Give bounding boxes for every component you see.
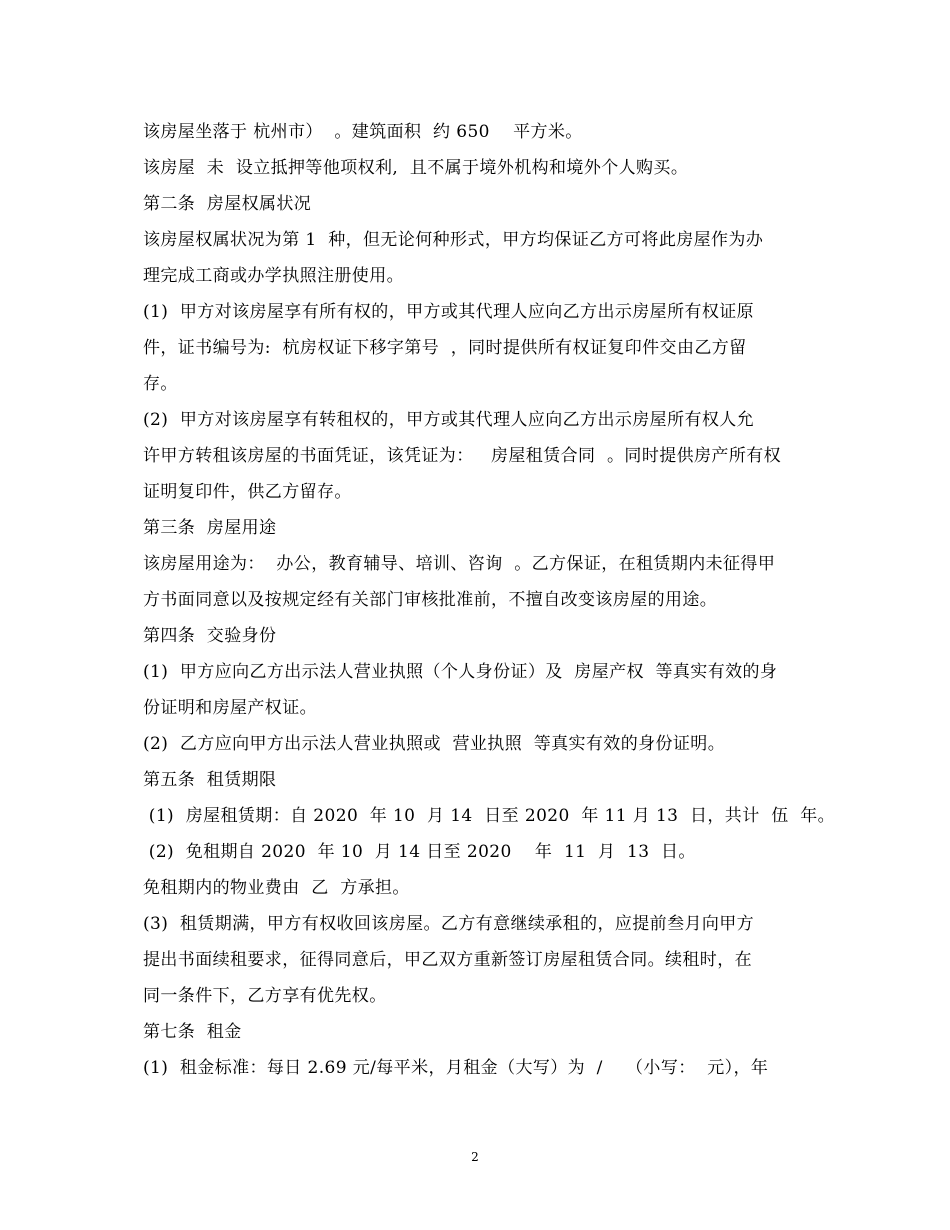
section-heading: 第五条 租赁期限 — [143, 770, 277, 790]
page-number: 2 — [471, 1150, 479, 1164]
text-line: (2) 免租期自 2020 年 10 月 14 日至 2020 年 11 月 13 日。 — [143, 842, 696, 862]
text-line: (1) 房屋租赁期：自 2020 年 10 月 14 日至 2020 年 11 月 13 日，共计 伍 年。 — [143, 806, 836, 826]
text-line: 份证明和房屋产权证。 — [143, 698, 317, 718]
text-line: 方书面同意以及按规定经有关部门审核批准前，不擅自改变该房屋的用途。 — [143, 590, 718, 610]
text-line: 存。 — [143, 374, 178, 394]
text-line: (1) 甲方应向乙方出示法人营业执照（个人身份证）及 房屋产权 等真实有效的身 — [143, 662, 778, 682]
text-line: 许甲方转租该房屋的书面凭证，该凭证为： 房屋租赁合同 。同时提供房产所有权 — [143, 446, 782, 466]
text-line: 该房屋权属状况为第 1 种，但无论何种形式，甲方均保证乙方可将此房屋作为办 — [143, 230, 764, 250]
text-line: 该房屋 未 设立抵押等他项权利, 且不属于境外机构和境外个人购买。 — [143, 158, 689, 178]
section-heading: 第二条 房屋权属状况 — [143, 194, 312, 214]
text-line: (2) 甲方对该房屋享有转租权的，甲方或其代理人应向乙方出示房屋所有权人允 — [143, 410, 755, 430]
section-heading: 第三条 房屋用途 — [143, 518, 277, 538]
text-line: (2) 乙方应向甲方出示法人营业执照或 营业执照 等真实有效的身份证明。 — [143, 734, 726, 754]
text-line: 提出书面续租要求，征得同意后，甲乙双方重新签订房屋租赁合同。续租时，在 — [143, 950, 752, 970]
section-heading: 第四条 交验身份 — [143, 626, 277, 646]
text-line: 理完成工商或办学执照注册使用。 — [143, 266, 404, 286]
text-line: 同一条件下，乙方享有优先权。 — [143, 986, 387, 1006]
text-line: 该房屋坐落于 杭州市） 。建筑面积 约 650 平方米。 — [143, 122, 583, 142]
text-line: 免租期内的物业费由 乙 方承担。 — [143, 878, 410, 898]
text-line: (3) 租赁期满，甲方有权收回该房屋。乙方有意继续承租的，应提前叁月向甲方 — [143, 914, 755, 934]
text-line: (1) 甲方对该房屋享有所有权的，甲方或其代理人应向乙方出示房屋所有权证原 — [143, 302, 755, 322]
text-line: 该房屋用途为： 办公，教育辅导、培训、咨询 。乙方保证，在租赁期内未征得甲 — [143, 554, 776, 574]
section-heading: 第七条 租金 — [143, 1022, 242, 1042]
text-line: 证明复印件，供乙方留存。 — [143, 482, 352, 502]
text-line: 件，证书编号为: 杭房权证下移字第号 ，同时提供所有权证复印件交由乙方留 — [143, 338, 747, 358]
text-line: (1) 租金标准：每日 2.69 元/每平米，月租金（大写）为 / （小写： 元），年 — [143, 1058, 769, 1078]
